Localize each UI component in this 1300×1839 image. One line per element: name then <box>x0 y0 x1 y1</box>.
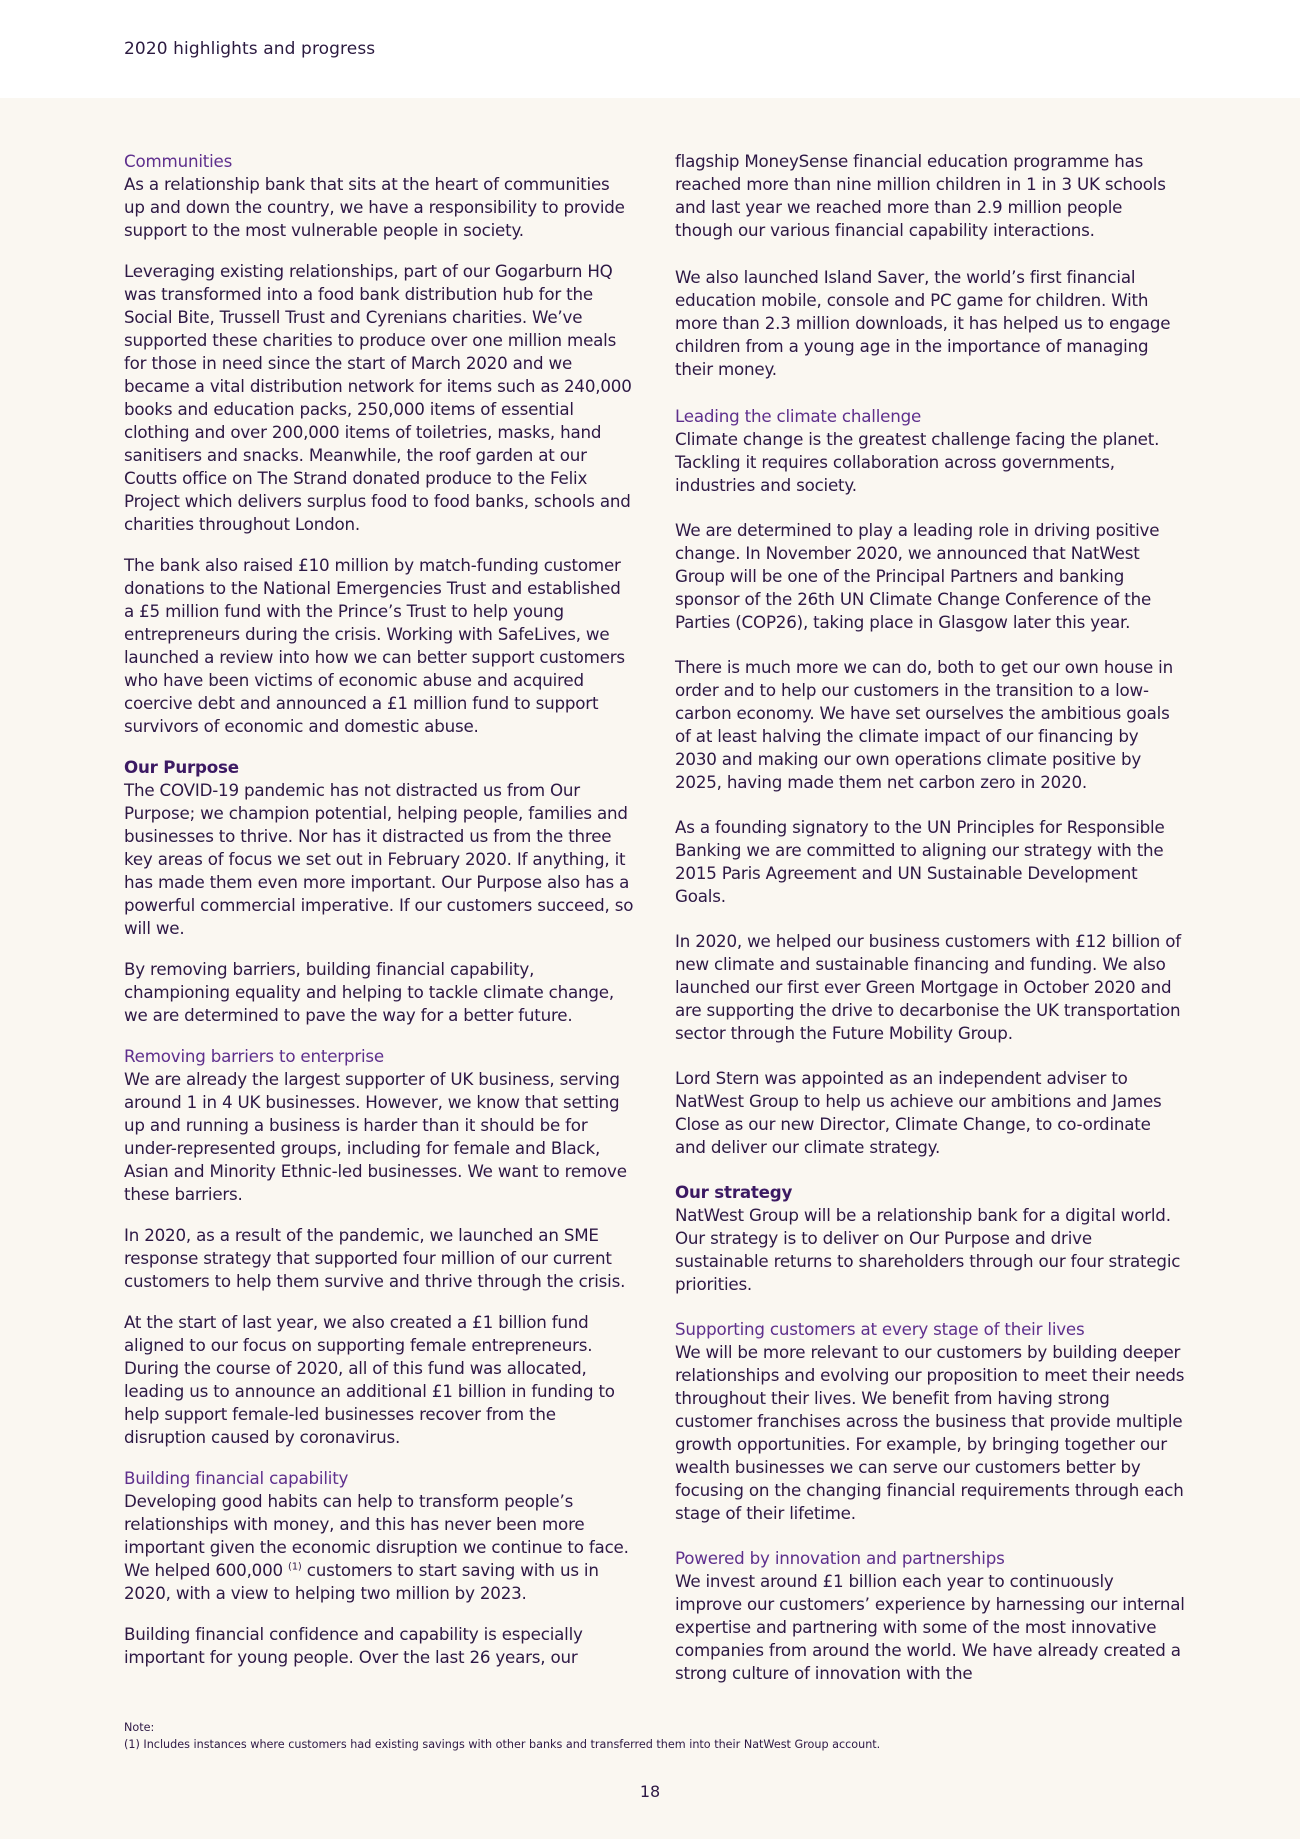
right-column <box>675 150 1185 1703</box>
communities-heading: Communities <box>124 151 233 171</box>
paragraph: In 2020, as a result of the pandemic, we launched an SME response strategy that supported four million of our current customers to help them survive and thrive through the crisis. <box>124 1225 626 1291</box>
our-strategy-heading: Our strategy <box>675 1182 793 1202</box>
footnote-block <box>124 1719 1184 1753</box>
supporting-customers-heading: Supporting customers at every stage of their lives <box>675 1319 1085 1339</box>
paragraph: By removing barriers, building financial capability, championing equality and helping to tackle climate change, we are determined to pave the way for a better future. <box>124 959 614 1025</box>
innovation-heading: Powered by innovation and partnerships <box>675 1548 1005 1568</box>
our-strategy-section <box>675 1181 1185 1296</box>
note-label: Note: <box>124 1721 155 1734</box>
financial-capability-heading: Building financial capability <box>124 1468 349 1488</box>
paragraph: flagship MoneySense financial education programme has reached more than nine million children in 1 in 3 UK schools and last year we reached more than 2.9 million people though our various financial capability interactions. <box>675 151 1166 240</box>
paragraph: As a relationship bank that sits at the heart of communities up and down the country, we have a responsibility to provide support to the most vulnerable people in society. <box>124 174 625 240</box>
left-column <box>124 150 634 1687</box>
paragraph: We invest around £1 billion each year to continuously improve our customers’ experience by harnessing our internal expertise and partnering with some of the most innovative companies from around the world. We have already created a strong culture of innovation with the <box>675 1571 1185 1683</box>
removing-barriers-section <box>124 1045 634 1449</box>
paragraph: In 2020, we helped our business customers with £12 billion of new climate and sustainable financing and funding. We also launched our first ever Green Mortgage in October 2020 and are supporting the drive to decarbonise the UK transportation sector through the Future Mobility Group. <box>675 931 1181 1043</box>
paragraph: We are already the largest supporter of UK business, serving around 1 in 4 UK businesses. However, we know that setting up and running a business is harder than it should be for under-represented groups, including for female and Black, Asian and Minority Ethnic-led businesses. We want to remove these barriers. <box>124 1069 627 1204</box>
paragraph: Climate change is the greatest challenge facing the planet. Tackling it requires collaboration across governments, industries and society. <box>675 429 1160 495</box>
paragraph: Lord Stern was appointed as an independent adviser to NatWest Group to help us achieve our ambitions and James Close as our new Director, Climate Change, to co-ordinate and deliver our climate strategy. <box>675 1068 1162 1157</box>
page-number: 18 <box>639 1782 661 1801</box>
paragraph: We will be more relevant to our customers by building deeper relationships and evolving our proposition to meet their needs throughout their lives. We benefit from having strong customer franchises across the business that provide multiple growth opportunities. For example, by bringing together our wealth businesses we can serve our customers better by focusing on the changing financial requirements through each stage of their lifetime. <box>675 1342 1185 1523</box>
paragraph-text: Developing good habits can help to transform people’s relationships with money, and this has never been more important given the economic disruption we continue to face. We helped 600,000 <box>124 1491 629 1580</box>
innovation-section <box>675 1547 1185 1685</box>
paragraph-text: customers to start saving with us in 2020, with a view to helping two million by 2023. <box>124 1560 599 1603</box>
paragraph: We also launched Island Saver, the world’s first financial education mobile, console and PC game for children. With more than 2.3 million downloads, it has helped us to engage children from a young age in the importance of managing their money. <box>675 267 1171 379</box>
paragraph: The bank also raised £10 million by match-funding customer donations to the National Emergencies Trust and established a £5 million fund with the Prince’s Trust to help young entrepreneurs during the crisis. Working with SafeLives, we launched a review into how we can better support customers who have been victims of economic abuse and acquired coercive debt and announced a £1 million fund to support survivors of economic and domestic abuse. <box>124 555 625 736</box>
climate-section <box>675 405 1185 1159</box>
financial-capability-section <box>124 1467 634 1669</box>
paragraph: NatWest Group will be a relationship bank for a digital world. Our strategy is to deliver on Our Purpose and drive sustainable returns to shareholders through our four strategic priorities. <box>675 1205 1181 1294</box>
paragraph: As a founding signatory to the UN Principles for Responsible Banking we are committed to aligning our strategy with the 2015 Paris Agreement and UN Sustainable Development Goals. <box>675 817 1165 906</box>
climate-heading: Leading the climate challenge <box>675 406 922 426</box>
continuation-section <box>675 150 1185 381</box>
footnote-reference: (1) <box>288 1561 302 1573</box>
paragraph: Leveraging existing relationships, part of our Gogarburn HQ was transformed into a food bank distribution hub for the Social Bite, Trussell Trust and Cyrenians charities. We’ve supported these charities to produce over one million meals for those in need since the start of March 2020 and we became a vital distribution network for items such as 240,000 books and education packs, 250,000 items of essential clothing and over 200,000 items of toiletries, masks, hand sanitisers and snacks. Meanwhile, the roof garden at our Coutts office on The Strand donated produce to the Felix Project which delivers surplus food to food banks, schools and charities throughout London. <box>124 261 632 534</box>
note-text: (1) Includes instances where customers had existing savings with other banks and transferred them into their NatWest Group account. <box>124 1738 881 1751</box>
paragraph <box>124 1490 634 1605</box>
our-purpose-heading: Our Purpose <box>124 757 239 777</box>
removing-barriers-heading: Removing barriers to enterprise <box>124 1046 384 1066</box>
header-band <box>0 0 1300 98</box>
paragraph: At the start of last year, we also created a £1 billion fund aligned to our focus on supporting female entrepreneurs. During the course of 2020, all of this fund was allocated, leading us to announce an additional £1 billion in funding to help support female-led businesses recover from the disruption caused by coronavirus. <box>124 1312 615 1447</box>
paragraph: Building financial confidence and capability is especially important for young people. Over the last 26 years, our <box>124 1624 583 1667</box>
paragraph: The COVID-19 pandemic has not distracted us from Our Purpose; we champion potential, helping people, families and businesses to thrive. Nor has it distracted us from the three key areas of focus we set out in February 2020. If anything, it has made them even more important. Our Purpose also has a powerful commercial imperative. If our customers succeed, so will we. <box>124 780 634 938</box>
paragraph: We are determined to play a leading role in driving positive change. In November 2020, we announced that NatWest Group will be one of the Principal Partners and banking sponsor of the 26th UN Climate Change Conference of the Parties (COP26), taking place in Glasgow later this year. <box>675 520 1160 632</box>
communities-section <box>124 150 634 738</box>
section-title: 2020 highlights and progress <box>124 39 376 59</box>
supporting-customers-section <box>675 1318 1185 1525</box>
our-purpose-section <box>124 756 634 1027</box>
paragraph: There is much more we can do, both to get our own house in order and to help our customers in the transition to a low-carbon economy. We have set ourselves the ambitious goals of at least halving the climate impact of our financing by 2030 and making our own operations climate positive by 2025, having made them net carbon zero in 2020. <box>675 657 1173 792</box>
